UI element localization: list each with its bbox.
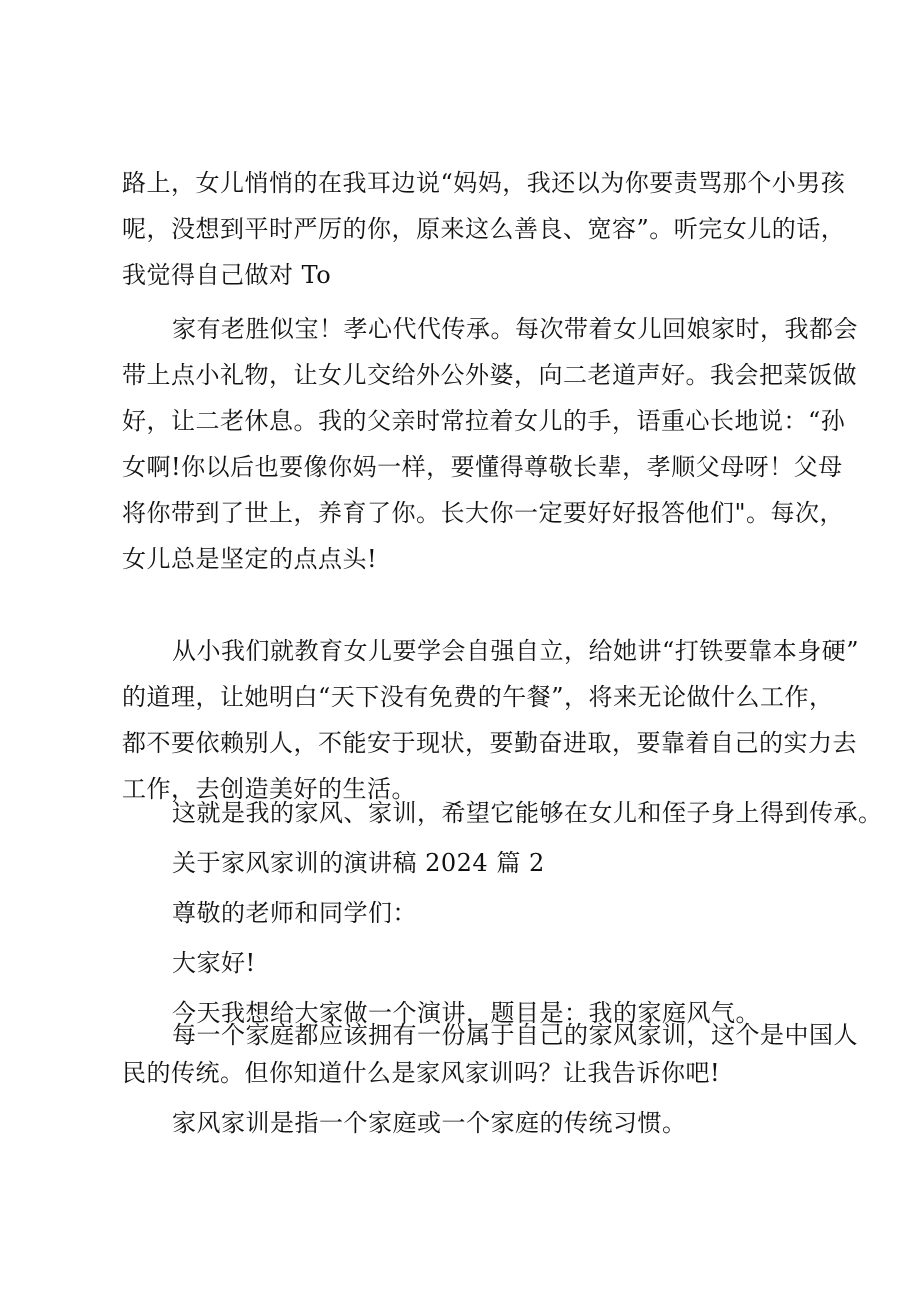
text-line: 关于家风家训的演讲稿 2024 篇 2	[172, 849, 545, 877]
text-line: 每一个家庭都应该拥有一份属于自己的家风家训，这个是中国人	[172, 1021, 858, 1049]
text-line: 尊敬的老师和同学们：	[172, 899, 417, 927]
text-line: 呢，没想到平时严厉的你，原来这么善良、宽容”。听完女儿的话，	[122, 215, 846, 243]
paragraph-4	[122, 790, 883, 836]
text-line: 今天我想给大家做一个演讲，题目是：我的家庭风气。	[172, 999, 760, 1027]
text-line: 女啊!你以后也要像你妈一样，要懂得尊敬长辈，孝顺父母呀！父母	[122, 453, 843, 481]
greeting	[122, 940, 828, 986]
text-line: 从小我们就教育女儿要学会自强自立，给她讲“打铁要靠本身硬”	[172, 637, 860, 665]
paragraph-1	[122, 160, 846, 298]
text-line: 女儿总是坚定的点点头!	[122, 545, 378, 573]
paragraph-2	[122, 306, 858, 582]
text-line: 大家好!	[172, 949, 256, 977]
section-heading	[122, 840, 828, 886]
paragraph-6	[122, 1016, 858, 1092]
salutation	[122, 890, 828, 936]
text-line: 都不要依赖别人，不能安于现状，要勤奋进取，要靠着自己的实力去	[122, 729, 857, 757]
paragraph-3	[122, 628, 860, 812]
text-line: 好，让二老休息。我的父亲时常拉着女儿的手，语重心长地说：“孙	[122, 407, 846, 435]
text-line: 我觉得自己做对 To	[122, 261, 332, 289]
paragraph-7	[122, 1100, 828, 1146]
text-line: 的道理，让她明白“天下没有免费的午餐”，将来无论做什么工作，	[122, 683, 834, 711]
text-line: 这就是我的家风、家训，希望它能够在女儿和侄子身上得到传承。	[172, 799, 883, 827]
text-line: 家风家训是指一个家庭或一个家庭的传统习惯。	[172, 1109, 687, 1137]
text-line: 家有老胜似宝！孝心代代传承。每次带着女儿回娘家时，我都会	[172, 315, 858, 343]
text-line: 带上点小礼物，让女儿交给外公外婆，向二老道声好。我会把菜饭做	[122, 361, 857, 389]
text-line: 民的传统。但你知道什么是家风家训吗？让我告诉你吧!	[122, 1059, 721, 1087]
text-line: 工作，去创造美好的生活。	[122, 775, 416, 803]
text-line: 将你带到了世上，养育了你。长大你一定要好好报答他们"。每次，	[122, 499, 845, 527]
text-line: 路上，女儿悄悄的在我耳边说“妈妈，我还以为你要责骂那个小男孩	[122, 169, 846, 197]
